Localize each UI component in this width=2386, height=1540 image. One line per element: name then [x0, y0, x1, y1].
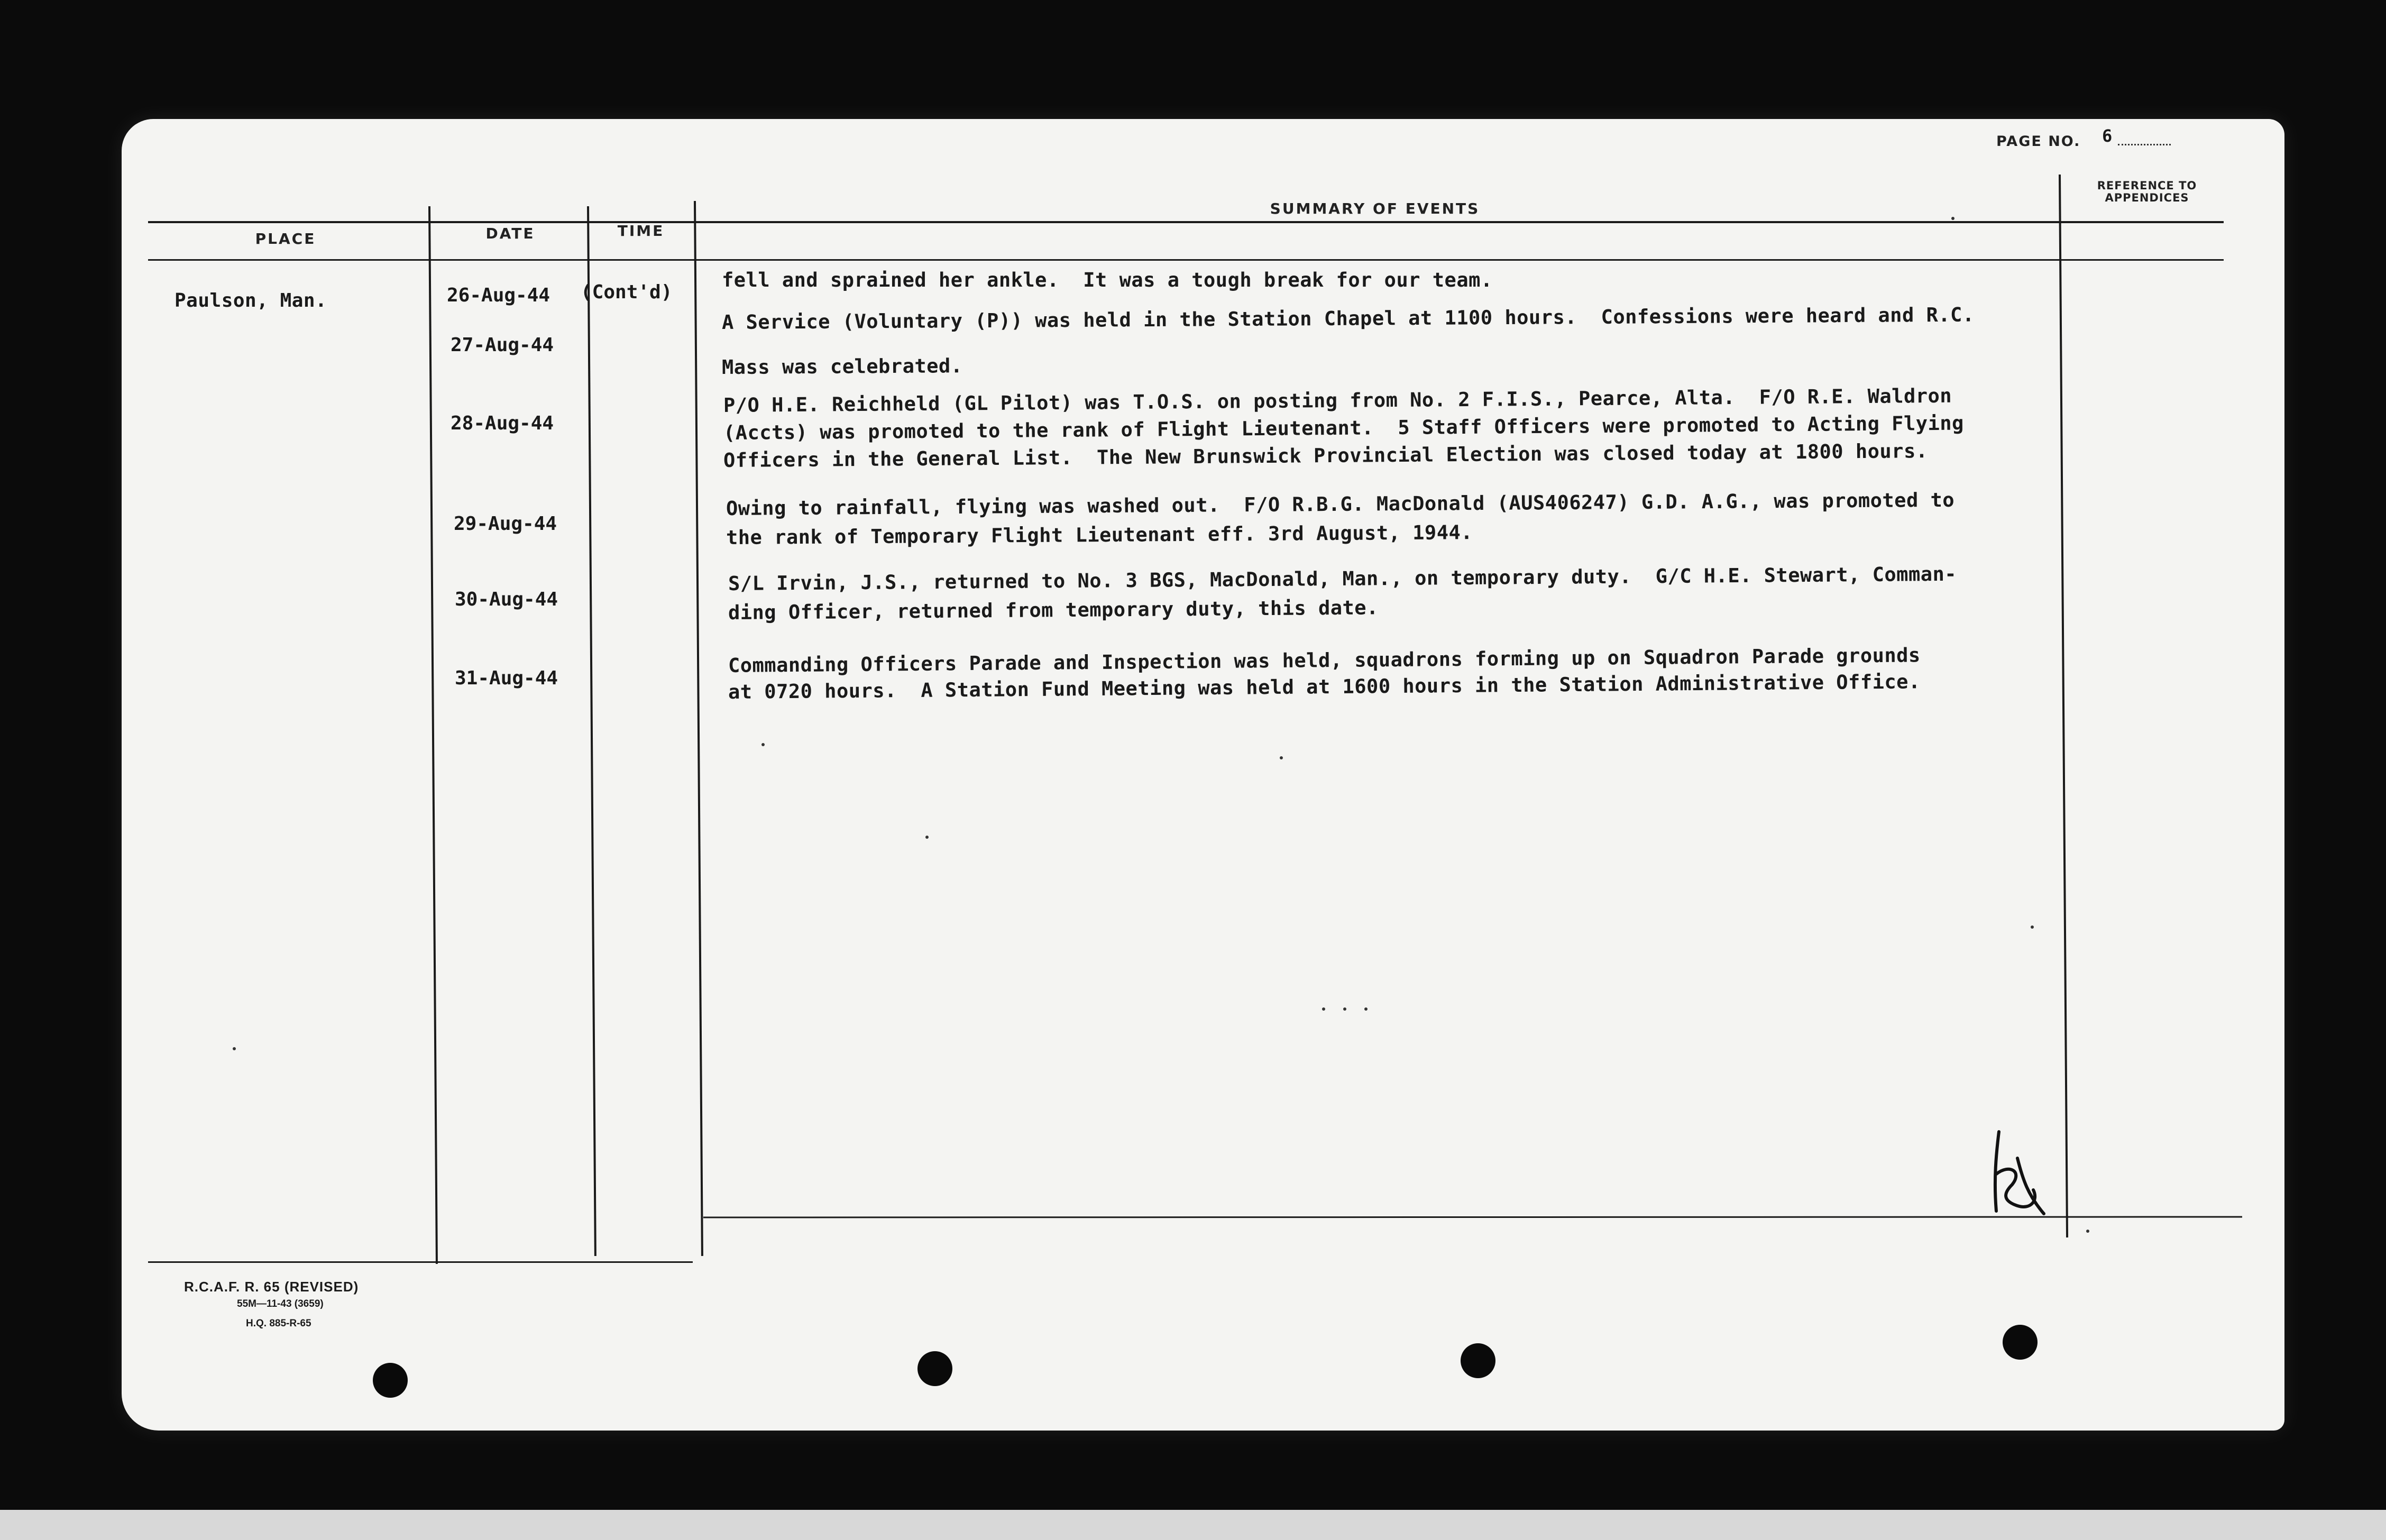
dust-speck	[1280, 756, 1283, 759]
summary-entry-6-line-1: Commanding Officers Parade and Inspection was held, squadrons forming up on Squadron Parade grounds	[728, 644, 1921, 677]
summary-entry-4-line-1: Owing to rainfall, flying was washed out. F/O R.B.G. MacDonald (AUS406247) G.D. A.G., was promoted to	[726, 488, 1955, 520]
binder-hole-1	[373, 1363, 408, 1398]
summary-entry-3-line-3: Officers in the General List. The New Brunswick Provincial Election was closed today at 1800 hours.	[723, 439, 1928, 472]
place-entry: Paulson, Man.	[175, 290, 327, 311]
summary-entry-1-line-1: fell and sprained her ankle. It was a tough break for our team.	[722, 269, 1493, 291]
page-number-dots	[2118, 144, 2171, 145]
dust-speck	[761, 743, 765, 746]
date-entry-3: 28-Aug-44	[451, 412, 554, 434]
dust-speck	[1322, 1007, 1325, 1011]
date-entry-2: 27-Aug-44	[451, 334, 554, 356]
summary-entry-2-line-1: A Service (Voluntary (P)) was held in the Station Chapel at 1100 hours. Confessions were heard and R.C.	[721, 303, 1975, 334]
header-bottom-rule	[148, 259, 2224, 261]
date-entry-6: 31-Aug-44	[455, 667, 558, 689]
dust-speck	[925, 836, 929, 839]
summary-entry-6-line-2: at 0720 hours. A Station Fund Meeting was held at 1600 hours in the Station Administrative Office.	[728, 670, 1921, 703]
summary-entry-2-line-2: Mass was celebrated.	[721, 354, 963, 379]
dust-speck	[1364, 1007, 1368, 1011]
page-number-label: PAGE NO.	[1996, 133, 2081, 150]
date-entry-1: 26-Aug-44	[447, 285, 550, 306]
dust-speck	[2086, 1230, 2089, 1233]
handwritten-initials	[1980, 1126, 2054, 1222]
place-header: PLACE	[255, 230, 316, 248]
date-entry-5: 30-Aug-44	[455, 589, 558, 610]
reference-header-line2: APPENDICES	[2105, 191, 2189, 204]
summary-header: SUMMARY OF EVENTS	[1270, 200, 1480, 217]
binder-hole-2	[917, 1351, 952, 1386]
binder-hole-3	[1461, 1343, 1495, 1378]
time-header: TIME	[617, 222, 665, 240]
reference-header	[2060, 180, 2234, 204]
dust-speck	[2031, 925, 2034, 929]
dust-speck	[233, 1047, 236, 1050]
page-number-value: 6	[2102, 126, 2113, 146]
header-top-rule	[148, 221, 2224, 223]
reference-header-line1: REFERENCE TO	[2097, 179, 2197, 192]
form-id-line-2: 55M—11-43 (3659)	[237, 1298, 324, 1309]
form-id-line-3: H.Q. 885-R-65	[246, 1318, 311, 1329]
dust-speck	[1951, 217, 1954, 220]
summary-entry-5-line-1: S/L Irvin, J.S., returned to No. 3 BGS, MacDonald, Man., on temporary duty. G/C H.E. Stewart, Comman-	[728, 562, 1957, 595]
time-entry-1: (Cont'd)	[581, 281, 673, 303]
binder-hole-4	[2003, 1325, 2038, 1360]
body-bottom-rule-left	[148, 1261, 693, 1263]
summary-entry-5-line-2: ding Officer, returned from temporary duty, this date.	[728, 596, 1379, 624]
date-header: DATE	[485, 225, 535, 242]
dust-speck	[1343, 1007, 1346, 1011]
summary-entry-3-line-1: P/O H.E. Reichheld (GL Pilot) was T.O.S. on posting from No. 2 F.I.S., Pearce, Alta. F/O R.E. Waldron	[723, 384, 1952, 417]
date-entry-4: 29-Aug-44	[454, 513, 557, 535]
form-id-line-1: R.C.A.F. R. 65 (REVISED)	[184, 1279, 359, 1295]
scanner-edge	[0, 1510, 2386, 1540]
summary-entry-3-line-2: (Accts) was promoted to the rank of Flight Lieutenant. 5 Staff Officers were promoted to Acting Flying	[723, 411, 1965, 444]
summary-entry-4-line-2: the rank of Temporary Flight Lieutenant eff. 3rd August, 1944.	[726, 521, 1473, 549]
